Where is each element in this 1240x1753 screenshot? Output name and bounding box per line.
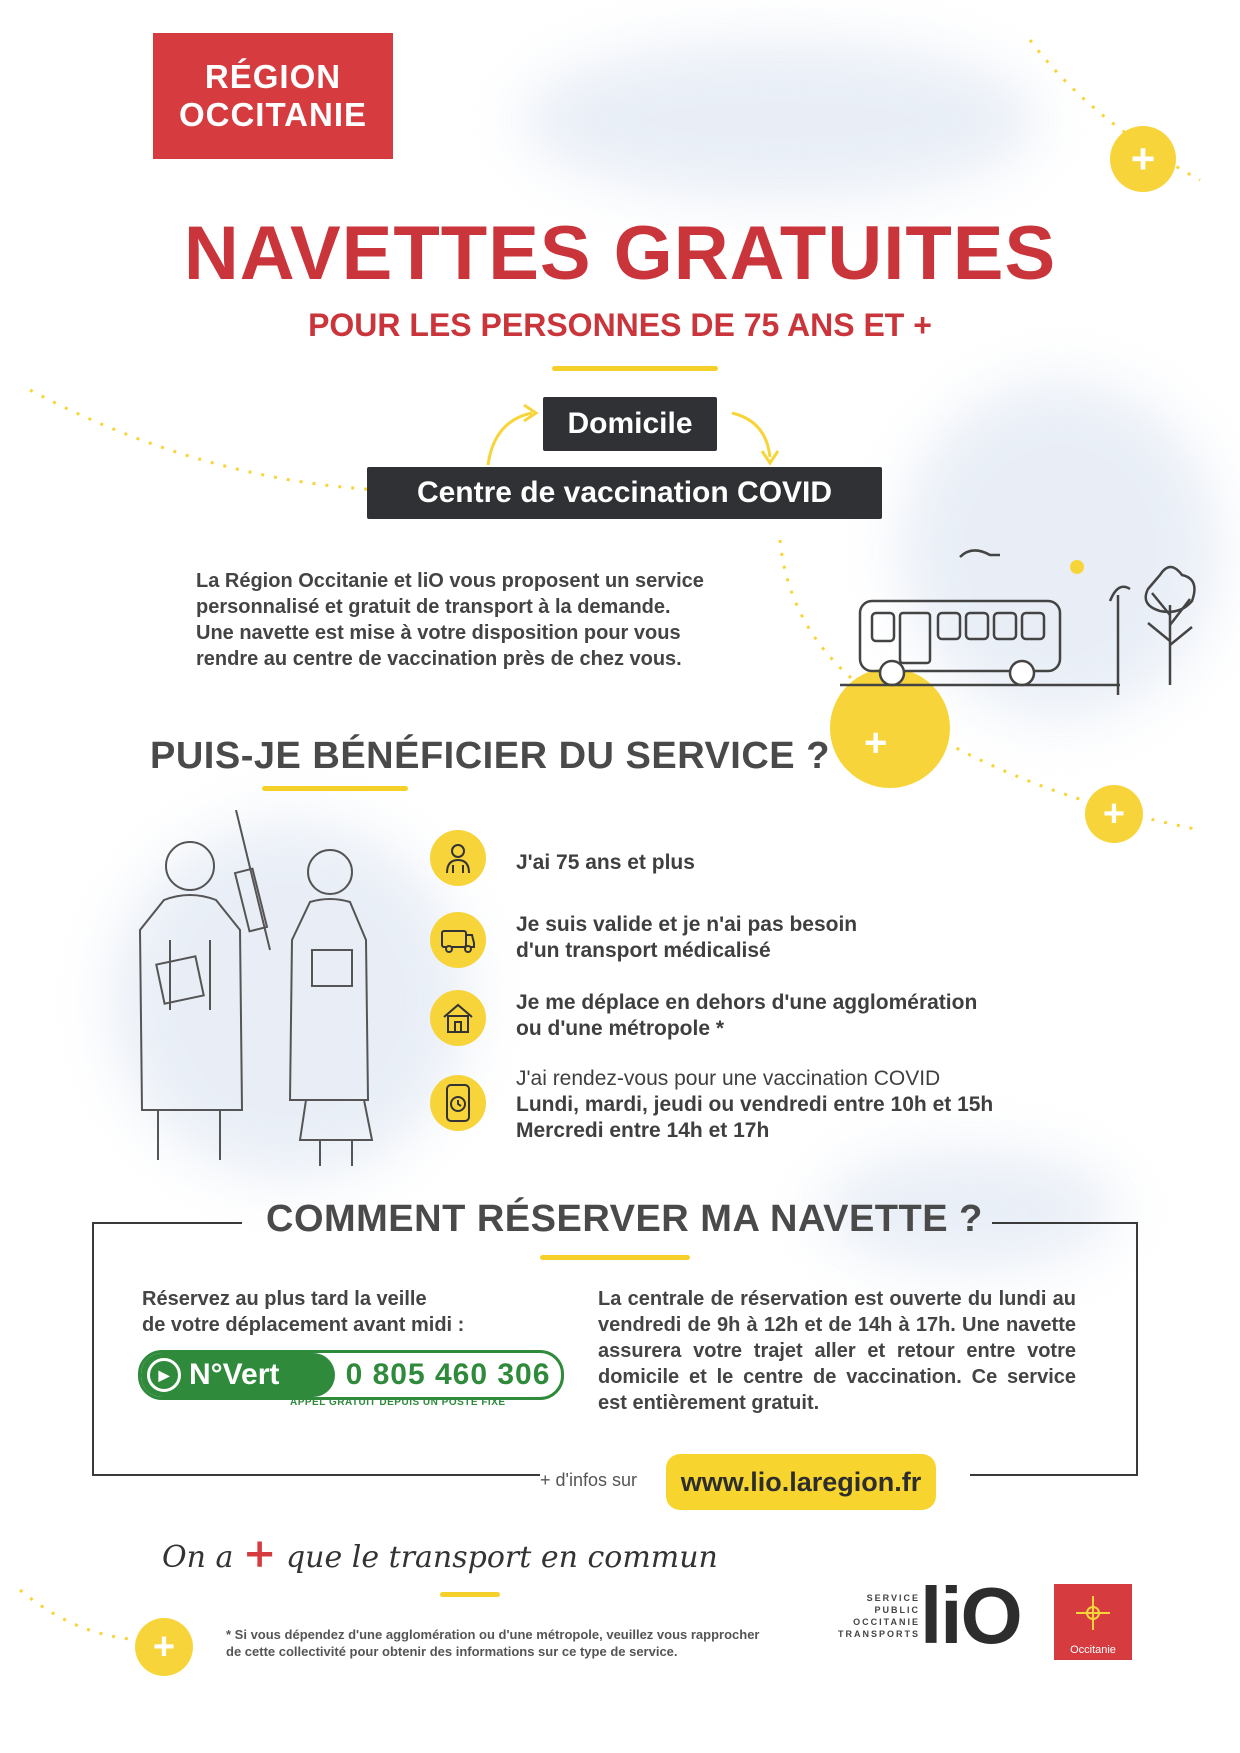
booking-hours-text: La centrale de réservation est ouverte du lundi au vendredi de 9h à 12h et de 14h à 17h. Une navette assurera votre trajet aller et retour entre votre domicile et le centre de vaccination. Ce service est entièrement gratuit. [598, 1288, 1076, 1414]
green-number-badge[interactable] [138, 1350, 564, 1400]
condition-line: Je suis valide et je n'ai pas besoin [516, 913, 858, 936]
title-underline [552, 366, 718, 371]
nvert-label: N°Vert [189, 1358, 280, 1391]
website-link[interactable]: www.lio.laregion.fr [666, 1454, 936, 1510]
service-line: TRANSPORTS [837, 1629, 920, 1639]
phone-number: 0 805 460 306 [345, 1358, 551, 1391]
more-info-label: + d'infos sur [540, 1470, 637, 1490]
intro-line: personnalisé et gratuit de transport à la demande. [196, 596, 671, 618]
condition-line: Je me déplace en dehors d'une agglomération [516, 991, 978, 1014]
van-icon [430, 912, 486, 968]
page-title: NAVETTES GRATUITES [183, 211, 1057, 296]
plus-circle-icon: + [830, 668, 950, 788]
service-line: SERVICE [866, 1593, 920, 1603]
frame-border [992, 1222, 1136, 1224]
phone-clock-icon [430, 1075, 486, 1131]
condition-mobility [516, 912, 857, 964]
slogan-start: On a [162, 1540, 234, 1575]
plus-circle-icon: + [1085, 785, 1143, 843]
condition-age [516, 850, 695, 876]
footnote [226, 1626, 786, 1660]
free-call-note: APPEL GRATUIT DEPUIS UN POSTE FIXE [290, 1397, 506, 1408]
booking-deadline [142, 1286, 562, 1338]
condition-line: J'ai 75 ans et plus [516, 851, 695, 874]
condition-line: Mercredi entre 14h et 17h [516, 1119, 770, 1142]
elderly-person-icon [430, 830, 486, 886]
service-line: PUBLIC [874, 1605, 920, 1615]
slogan-end: que le transport en commun [285, 1540, 718, 1575]
condition-line: d'un transport médicalisé [516, 939, 771, 962]
eligibility-underline [262, 786, 408, 791]
house-icon [430, 990, 486, 1046]
logo-line-1: RÉGION [204, 58, 342, 95]
booking-heading: COMMENT RÉSERVER MA NAVETTE ? [266, 1198, 983, 1240]
booking-line: Réservez au plus tard la veille [142, 1288, 427, 1310]
page-subtitle: POUR LES PERSONNES DE 75 ANS ET + [308, 307, 932, 343]
bus-illustration [840, 545, 1220, 705]
eligibility-heading: PUIS-JE BÉNÉFICIER DU SERVICE ? [150, 735, 830, 777]
origin-tag: Domicile [543, 397, 717, 451]
frame-border [92, 1222, 242, 1224]
slogan-plus: + [242, 1530, 277, 1577]
slogan [162, 1530, 718, 1577]
condition-line: J'ai rendez-vous pour une vaccination COVID [516, 1067, 941, 1090]
service-line: OCCITANIE [853, 1617, 920, 1627]
lio-logo: liO [920, 1571, 1021, 1660]
booking-line: de votre déplacement avant midi : [142, 1314, 465, 1336]
plus-circle-icon: + [1110, 126, 1176, 192]
condition-location [516, 990, 977, 1042]
destination-tag: Centre de vaccination COVID [367, 467, 882, 519]
play-circle-icon: ▶ [147, 1358, 181, 1392]
intro-line: La Région Occitanie et liO vous proposent un service [196, 570, 704, 592]
service-public-label [820, 1592, 920, 1640]
intro-line: rendre au centre de vaccination près de chez vous. [196, 648, 682, 670]
doctors-illustration [130, 810, 460, 1170]
booking-underline [540, 1255, 690, 1260]
condition-appointment [516, 1066, 993, 1144]
condition-line: ou d'une métropole * [516, 1017, 725, 1040]
slogan-underline [440, 1592, 500, 1597]
logo-line-2: OCCITANIE [178, 96, 368, 133]
occitanie-logo-text: Occitanie [1070, 1644, 1116, 1656]
footnote-line: de cette collectivité pour obtenir des informations sur ce type de service. [226, 1644, 678, 1659]
nvert-label-box [141, 1353, 335, 1397]
footnote-line: * Si vous dépendez d'une agglomération ou d'une métropole, veuillez vous rapprocher [226, 1627, 760, 1642]
condition-line: Lundi, mardi, jeudi ou vendredi entre 10h et 15h [516, 1093, 994, 1116]
occitanie-logo [1054, 1584, 1132, 1660]
intro-line: Une navette est mise à votre disposition pour vous [196, 622, 681, 644]
region-occitanie-logo [153, 33, 393, 159]
occitan-cross-icon [1072, 1592, 1114, 1634]
plus-circle-icon: + [135, 1618, 193, 1676]
intro-paragraph [196, 568, 796, 672]
